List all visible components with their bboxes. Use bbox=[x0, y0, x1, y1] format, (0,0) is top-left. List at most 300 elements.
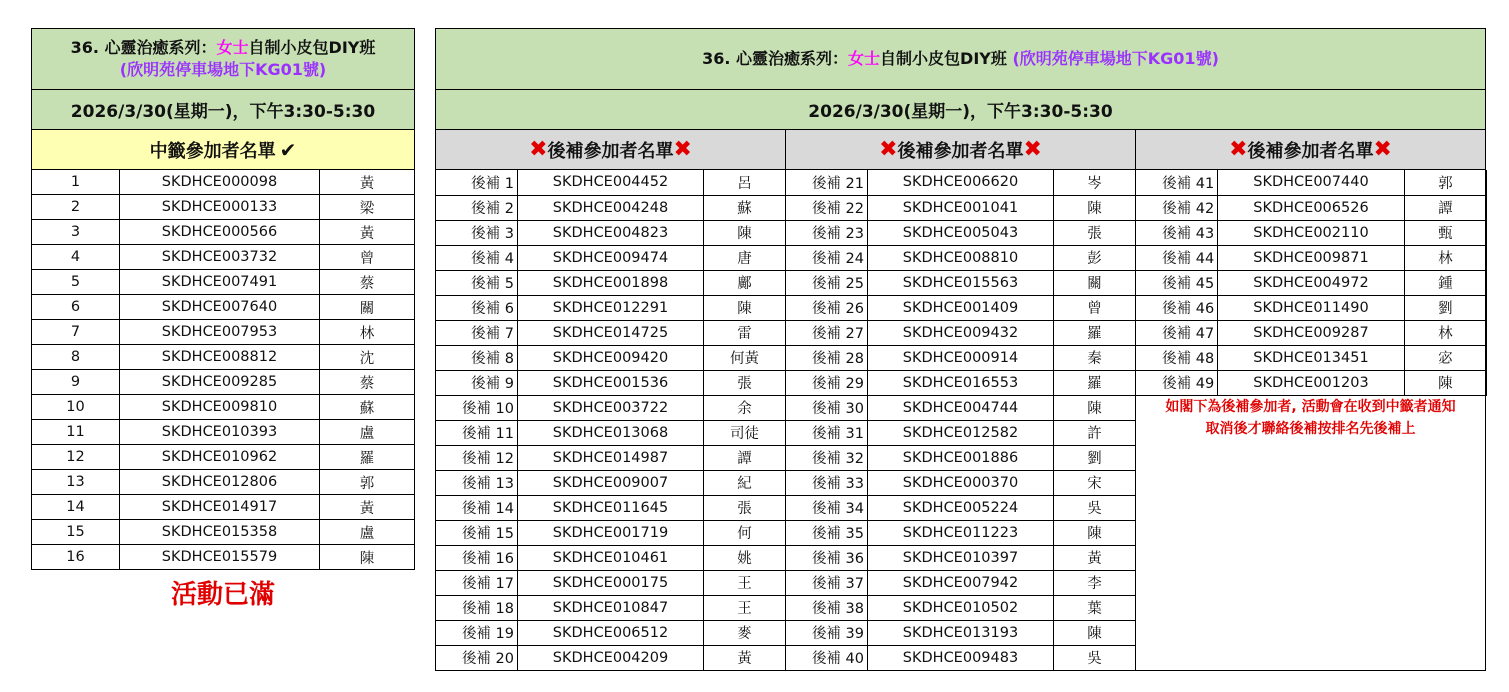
cell-code: SKDHCE004209 bbox=[518, 645, 704, 670]
cell-name: 曾 bbox=[1054, 295, 1136, 320]
cell-name: 鄺 bbox=[704, 270, 786, 295]
table-row bbox=[436, 345, 786, 370]
cell-name: 王 bbox=[704, 570, 786, 595]
cell-name: 麥 bbox=[704, 620, 786, 645]
cell-code: SKDHCE007942 bbox=[868, 570, 1054, 595]
cell-no: 1 bbox=[32, 170, 120, 195]
cell-no: 後補 25 bbox=[786, 270, 868, 295]
cross-icon: ✖ bbox=[1373, 137, 1392, 162]
table-row bbox=[32, 470, 415, 495]
cell-code: SKDHCE009432 bbox=[868, 320, 1054, 345]
cell-code: SKDHCE011490 bbox=[1218, 295, 1405, 320]
cell-name: 吳 bbox=[1054, 645, 1136, 670]
cell-code: SKDHCE003722 bbox=[518, 395, 704, 420]
table-row bbox=[786, 445, 1136, 470]
table-row bbox=[436, 320, 786, 345]
table-row bbox=[436, 470, 786, 495]
cell-name: 秦 bbox=[1054, 345, 1136, 370]
cell-code: SKDHCE009483 bbox=[868, 645, 1054, 670]
table-row bbox=[786, 570, 1136, 595]
cell-code: SKDHCE007953 bbox=[120, 320, 320, 345]
table-row bbox=[1136, 320, 1487, 345]
table-row bbox=[32, 445, 415, 470]
cell-name: 劉 bbox=[1404, 295, 1486, 320]
table-row bbox=[786, 345, 1136, 370]
cell-no: 後補 7 bbox=[436, 320, 518, 345]
cell-name: 盧 bbox=[320, 420, 415, 445]
cell-name: 羅 bbox=[1054, 370, 1136, 395]
cell-name: 宋 bbox=[1054, 470, 1136, 495]
table-row bbox=[786, 395, 1136, 420]
event-full-label: 活動已滿 bbox=[170, 580, 275, 610]
title-main: 自制小皮包DIY班 bbox=[880, 49, 1007, 68]
cell-no: 後補 22 bbox=[786, 195, 868, 220]
cell-no: 後補 24 bbox=[786, 245, 868, 270]
cell-no: 後補 1 bbox=[436, 170, 518, 195]
cell-no: 5 bbox=[32, 270, 120, 295]
cell-no: 後補 3 bbox=[436, 220, 518, 245]
cell-no: 後補 45 bbox=[1136, 270, 1218, 295]
event-title bbox=[32, 29, 414, 90]
cell-no: 15 bbox=[32, 520, 120, 545]
waitlist-header-label: 後補參加者名單 bbox=[547, 140, 674, 162]
cell-name: 林 bbox=[1404, 245, 1486, 270]
cell-name: 羅 bbox=[320, 445, 415, 470]
cell-name: 沈 bbox=[320, 345, 415, 370]
cell-code: SKDHCE004823 bbox=[518, 220, 704, 245]
cell-code: SKDHCE006620 bbox=[868, 170, 1054, 195]
cell-code: SKDHCE006512 bbox=[518, 620, 704, 645]
table-row bbox=[786, 545, 1136, 570]
cell-code: SKDHCE012291 bbox=[518, 295, 704, 320]
table-row bbox=[1136, 220, 1487, 245]
cell-name: 唐 bbox=[704, 245, 786, 270]
waitlist-column-1 bbox=[435, 170, 786, 671]
cell-code: SKDHCE010847 bbox=[518, 595, 704, 620]
table-row bbox=[32, 270, 415, 295]
table-row bbox=[436, 220, 786, 245]
waitlist-header-label: 後補參加者名單 bbox=[897, 140, 1024, 162]
cell-no: 後補 35 bbox=[786, 520, 868, 545]
cell-name: 黃 bbox=[320, 495, 415, 520]
cell-code: SKDHCE009871 bbox=[1218, 245, 1405, 270]
cell-name: 許 bbox=[1054, 420, 1136, 445]
cell-code: SKDHCE001536 bbox=[518, 370, 704, 395]
title-highlight: 女士 bbox=[848, 49, 881, 68]
cell-no: 後補 16 bbox=[436, 545, 518, 570]
cell-code: SKDHCE010461 bbox=[518, 545, 704, 570]
cell-name: 梁 bbox=[320, 195, 415, 220]
cell-no: 後補 43 bbox=[1136, 220, 1218, 245]
cell-code: SKDHCE004972 bbox=[1218, 270, 1405, 295]
cell-code: SKDHCE005043 bbox=[868, 220, 1054, 245]
cross-icon: ✖ bbox=[529, 137, 548, 162]
cell-code: SKDHCE000175 bbox=[518, 570, 704, 595]
cell-no: 後補 47 bbox=[1136, 320, 1218, 345]
cell-code: SKDHCE011223 bbox=[868, 520, 1054, 545]
winners-header-label: 中籤參加者名單 bbox=[149, 140, 276, 162]
cell-name: 黃 bbox=[704, 645, 786, 670]
cell-no: 後補 31 bbox=[786, 420, 868, 445]
cell-name: 蘇 bbox=[704, 195, 786, 220]
table-row bbox=[436, 395, 786, 420]
cell-name: 林 bbox=[320, 320, 415, 345]
cell-name: 關 bbox=[1054, 270, 1136, 295]
cell-code: SKDHCE012806 bbox=[120, 470, 320, 495]
table-row bbox=[436, 620, 786, 645]
cell-no: 2 bbox=[32, 195, 120, 220]
event-title-right-line bbox=[702, 48, 1219, 70]
cell-code: SKDHCE001898 bbox=[518, 270, 704, 295]
table-row bbox=[786, 620, 1136, 645]
checkmark-icon: ✔ bbox=[279, 137, 297, 162]
table-row bbox=[786, 645, 1136, 670]
cell-no: 後補 11 bbox=[436, 420, 518, 445]
cell-code: SKDHCE015358 bbox=[120, 520, 320, 545]
cell-code: SKDHCE011645 bbox=[518, 495, 704, 520]
table-row bbox=[786, 295, 1136, 320]
cell-name: 陳 bbox=[320, 545, 415, 570]
table-row bbox=[786, 320, 1136, 345]
cell-no: 8 bbox=[32, 345, 120, 370]
cell-name: 蔡 bbox=[320, 270, 415, 295]
cell-name: 葉 bbox=[1054, 595, 1136, 620]
waitlist-header-2 bbox=[786, 130, 1136, 169]
cell-name: 蘇 bbox=[320, 395, 415, 420]
table-row bbox=[436, 645, 786, 670]
cell-code: SKDHCE009285 bbox=[120, 370, 320, 395]
cell-no: 後補 5 bbox=[436, 270, 518, 295]
cell-name: 關 bbox=[320, 295, 415, 320]
waitlist-column-3 bbox=[1135, 170, 1487, 396]
cell-code: SKDHCE000133 bbox=[120, 195, 320, 220]
event-title-line1 bbox=[71, 37, 376, 59]
table-row bbox=[786, 245, 1136, 270]
cell-code: SKDHCE015563 bbox=[868, 270, 1054, 295]
cell-code: SKDHCE001719 bbox=[518, 520, 704, 545]
table-row bbox=[786, 220, 1136, 245]
table-row bbox=[786, 270, 1136, 295]
cell-no: 後補 29 bbox=[786, 370, 868, 395]
table-row bbox=[32, 345, 415, 370]
waitlist-note bbox=[1135, 396, 1486, 440]
waitlist-note-line1: 如閣下為後補參加者, 活動會在收到中籤者通知 bbox=[1165, 399, 1456, 415]
cell-no: 後補 21 bbox=[786, 170, 868, 195]
cell-name: 鍾 bbox=[1404, 270, 1486, 295]
cell-name: 彭 bbox=[1054, 245, 1136, 270]
cell-no: 後補 33 bbox=[786, 470, 868, 495]
table-row bbox=[436, 295, 786, 320]
cell-no: 後補 49 bbox=[1136, 370, 1218, 395]
cell-no: 後補 36 bbox=[786, 545, 868, 570]
cell-no: 6 bbox=[32, 295, 120, 320]
cell-code: SKDHCE010393 bbox=[120, 420, 320, 445]
title-prefix: 36. 心靈治癒系列： bbox=[702, 49, 849, 68]
cell-name: 紀 bbox=[704, 470, 786, 495]
cell-code: SKDHCE000370 bbox=[868, 470, 1054, 495]
waitlist-header-1 bbox=[436, 130, 786, 169]
cell-name: 蔡 bbox=[320, 370, 415, 395]
cell-no: 後補 38 bbox=[786, 595, 868, 620]
table-row bbox=[32, 520, 415, 545]
cell-name: 陳 bbox=[1054, 520, 1136, 545]
cell-name: 何黃 bbox=[704, 345, 786, 370]
cell-name: 陳 bbox=[1404, 370, 1486, 395]
table-row bbox=[436, 595, 786, 620]
winners-table bbox=[31, 169, 415, 570]
cell-code: SKDHCE000098 bbox=[120, 170, 320, 195]
cell-code: SKDHCE007440 bbox=[1218, 170, 1405, 195]
cell-no: 後補 17 bbox=[436, 570, 518, 595]
cell-name: 王 bbox=[704, 595, 786, 620]
event-date: 2026/3/30(星期一)，下午3:30-5:30 bbox=[32, 90, 414, 130]
cell-no: 後補 26 bbox=[786, 295, 868, 320]
cell-no: 11 bbox=[32, 420, 120, 445]
table-row bbox=[436, 370, 786, 395]
cell-code: SKDHCE010397 bbox=[868, 545, 1054, 570]
cell-name: 姚 bbox=[704, 545, 786, 570]
cell-no: 16 bbox=[32, 545, 120, 570]
cell-code: SKDHCE000914 bbox=[868, 345, 1054, 370]
table-row bbox=[32, 195, 415, 220]
cell-no: 後補 10 bbox=[436, 395, 518, 420]
cell-name: 譚 bbox=[704, 445, 786, 470]
cell-name: 宓 bbox=[1404, 345, 1486, 370]
cell-code: SKDHCE008810 bbox=[868, 245, 1054, 270]
winners-panel bbox=[31, 28, 415, 570]
cell-name: 陳 bbox=[1054, 195, 1136, 220]
cell-no: 後補 41 bbox=[1136, 170, 1218, 195]
cell-no: 後補 27 bbox=[786, 320, 868, 345]
table-row bbox=[32, 545, 415, 570]
cell-name: 陳 bbox=[1054, 395, 1136, 420]
table-row bbox=[1136, 270, 1487, 295]
table-row bbox=[1136, 195, 1487, 220]
cell-name: 張 bbox=[704, 495, 786, 520]
cell-name: 黃 bbox=[320, 170, 415, 195]
table-row bbox=[1136, 370, 1487, 395]
table-row bbox=[786, 420, 1136, 445]
cell-no: 後補 6 bbox=[436, 295, 518, 320]
cell-code: SKDHCE003732 bbox=[120, 245, 320, 270]
cell-code: SKDHCE014725 bbox=[518, 320, 704, 345]
cell-name: 林 bbox=[1404, 320, 1486, 345]
table-row bbox=[436, 270, 786, 295]
cell-code: SKDHCE009287 bbox=[1218, 320, 1405, 345]
table-row bbox=[32, 245, 415, 270]
cell-code: SKDHCE001409 bbox=[868, 295, 1054, 320]
cell-no: 7 bbox=[32, 320, 120, 345]
cell-code: SKDHCE001203 bbox=[1218, 370, 1405, 395]
cell-name: 呂 bbox=[704, 170, 786, 195]
cell-no: 後補 42 bbox=[1136, 195, 1218, 220]
cell-no: 後補 40 bbox=[786, 645, 868, 670]
cell-code: SKDHCE013451 bbox=[1218, 345, 1405, 370]
cell-code: SKDHCE008812 bbox=[120, 345, 320, 370]
cell-name: 司徒 bbox=[704, 420, 786, 445]
table-row bbox=[786, 520, 1136, 545]
table-row bbox=[436, 545, 786, 570]
table-row bbox=[32, 220, 415, 245]
cell-code: SKDHCE001041 bbox=[868, 195, 1054, 220]
table-row bbox=[1136, 170, 1487, 195]
waitlist-header-label: 後補參加者名單 bbox=[1247, 140, 1374, 162]
table-row bbox=[786, 195, 1136, 220]
cell-code: SKDHCE006526 bbox=[1218, 195, 1405, 220]
table-row bbox=[436, 520, 786, 545]
cell-name: 譚 bbox=[1404, 195, 1486, 220]
title-prefix: 36. 心靈治癒系列： bbox=[70, 38, 217, 57]
table-row bbox=[436, 420, 786, 445]
title-highlight: 女士 bbox=[216, 38, 249, 57]
cross-icon: ✖ bbox=[1229, 137, 1248, 162]
cell-code: SKDHCE010962 bbox=[120, 445, 320, 470]
table-row bbox=[32, 295, 415, 320]
cell-no: 後補 20 bbox=[436, 645, 518, 670]
cell-name: 岑 bbox=[1054, 170, 1136, 195]
table-row bbox=[786, 170, 1136, 195]
table-row bbox=[436, 570, 786, 595]
cell-code: SKDHCE009420 bbox=[518, 345, 704, 370]
cell-name: 雷 bbox=[704, 320, 786, 345]
cell-code: SKDHCE000566 bbox=[120, 220, 320, 245]
table-row bbox=[32, 370, 415, 395]
event-location: (欣明苑停車場地下KG01號) bbox=[1012, 49, 1219, 68]
waitlist-panel bbox=[435, 28, 1486, 671]
cell-no: 10 bbox=[32, 395, 120, 420]
table-row bbox=[32, 420, 415, 445]
cell-code: SKDHCE007640 bbox=[120, 295, 320, 320]
cell-name: 郭 bbox=[1404, 170, 1486, 195]
cell-code: SKDHCE014987 bbox=[518, 445, 704, 470]
cell-no: 後補 12 bbox=[436, 445, 518, 470]
cell-code: SKDHCE007491 bbox=[120, 270, 320, 295]
table-row bbox=[436, 195, 786, 220]
table-row bbox=[1136, 295, 1487, 320]
cell-name: 黃 bbox=[1054, 545, 1136, 570]
table-row bbox=[1136, 345, 1487, 370]
cell-code: SKDHCE004452 bbox=[518, 170, 704, 195]
cell-no: 後補 14 bbox=[436, 495, 518, 520]
cell-no: 後補 9 bbox=[436, 370, 518, 395]
table-row bbox=[786, 470, 1136, 495]
cell-no: 後補 15 bbox=[436, 520, 518, 545]
cell-code: SKDHCE005224 bbox=[868, 495, 1054, 520]
cell-code: SKDHCE004744 bbox=[868, 395, 1054, 420]
cell-name: 曾 bbox=[320, 245, 415, 270]
table-row bbox=[1136, 245, 1487, 270]
table-row bbox=[32, 170, 415, 195]
waitlist-headers bbox=[436, 130, 1485, 170]
cell-no: 後補 44 bbox=[1136, 245, 1218, 270]
waitlist-note-line2: 取消後才聯絡後補按排名先後補上 bbox=[1205, 421, 1416, 437]
table-row bbox=[436, 445, 786, 470]
cell-code: SKDHCE015579 bbox=[120, 545, 320, 570]
cell-name: 郭 bbox=[320, 470, 415, 495]
cell-code: SKDHCE016553 bbox=[868, 370, 1054, 395]
table-row bbox=[436, 245, 786, 270]
cell-name: 甄 bbox=[1404, 220, 1486, 245]
cell-no: 後補 23 bbox=[786, 220, 868, 245]
cell-code: SKDHCE010502 bbox=[868, 595, 1054, 620]
cell-no: 後補 19 bbox=[436, 620, 518, 645]
table-row bbox=[32, 395, 415, 420]
table-row bbox=[786, 595, 1136, 620]
cell-name: 盧 bbox=[320, 520, 415, 545]
cell-name: 吳 bbox=[1054, 495, 1136, 520]
winners-header bbox=[32, 130, 414, 170]
cell-no: 12 bbox=[32, 445, 120, 470]
cell-no: 後補 34 bbox=[786, 495, 868, 520]
table-row bbox=[32, 320, 415, 345]
cell-no: 後補 28 bbox=[786, 345, 868, 370]
cell-no: 後補 13 bbox=[436, 470, 518, 495]
event-date-right: 2026/3/30(星期一)，下午3:30-5:30 bbox=[436, 90, 1485, 130]
cell-name: 張 bbox=[1054, 220, 1136, 245]
cell-no: 後補 46 bbox=[1136, 295, 1218, 320]
cell-no: 後補 4 bbox=[436, 245, 518, 270]
cross-icon: ✖ bbox=[879, 137, 898, 162]
cell-name: 何 bbox=[704, 520, 786, 545]
cell-name: 余 bbox=[704, 395, 786, 420]
cell-no: 13 bbox=[32, 470, 120, 495]
event-title-right bbox=[436, 29, 1485, 90]
cell-name: 黃 bbox=[320, 220, 415, 245]
cell-no: 9 bbox=[32, 370, 120, 395]
cell-code: SKDHCE009810 bbox=[120, 395, 320, 420]
title-main: 自制小皮包DIY班 bbox=[248, 38, 376, 57]
cell-name: 陳 bbox=[704, 220, 786, 245]
waitlist-column-2 bbox=[785, 170, 1136, 671]
cell-no: 4 bbox=[32, 245, 120, 270]
cell-no: 後補 32 bbox=[786, 445, 868, 470]
cell-code: SKDHCE014917 bbox=[120, 495, 320, 520]
cell-name: 陳 bbox=[1054, 620, 1136, 645]
table-row bbox=[436, 495, 786, 520]
cell-code: SKDHCE004248 bbox=[518, 195, 704, 220]
cell-no: 後補 2 bbox=[436, 195, 518, 220]
cell-name: 李 bbox=[1054, 570, 1136, 595]
cell-code: SKDHCE012582 bbox=[868, 420, 1054, 445]
cell-no: 後補 8 bbox=[436, 345, 518, 370]
cell-no: 後補 18 bbox=[436, 595, 518, 620]
cell-name: 羅 bbox=[1054, 320, 1136, 345]
table-row bbox=[436, 170, 786, 195]
cell-no: 14 bbox=[32, 495, 120, 520]
cell-no: 後補 39 bbox=[786, 620, 868, 645]
cross-icon: ✖ bbox=[1023, 137, 1042, 162]
table-row bbox=[32, 495, 415, 520]
cell-name: 劉 bbox=[1054, 445, 1136, 470]
cell-no: 3 bbox=[32, 220, 120, 245]
cell-code: SKDHCE013068 bbox=[518, 420, 704, 445]
cell-code: SKDHCE009474 bbox=[518, 245, 704, 270]
cell-code: SKDHCE009007 bbox=[518, 470, 704, 495]
event-location: (欣明苑停車場地下KG01號) bbox=[119, 60, 327, 79]
cell-code: SKDHCE013193 bbox=[868, 620, 1054, 645]
cell-name: 張 bbox=[704, 370, 786, 395]
cell-no: 後補 48 bbox=[1136, 345, 1218, 370]
waitlist-header-3 bbox=[1136, 130, 1485, 169]
cell-code: SKDHCE001886 bbox=[868, 445, 1054, 470]
table-row bbox=[786, 370, 1136, 395]
cell-name: 陳 bbox=[704, 295, 786, 320]
table-row bbox=[786, 495, 1136, 520]
cross-icon: ✖ bbox=[673, 137, 692, 162]
cell-no: 後補 30 bbox=[786, 395, 868, 420]
cell-code: SKDHCE002110 bbox=[1218, 220, 1405, 245]
cell-no: 後補 37 bbox=[786, 570, 868, 595]
